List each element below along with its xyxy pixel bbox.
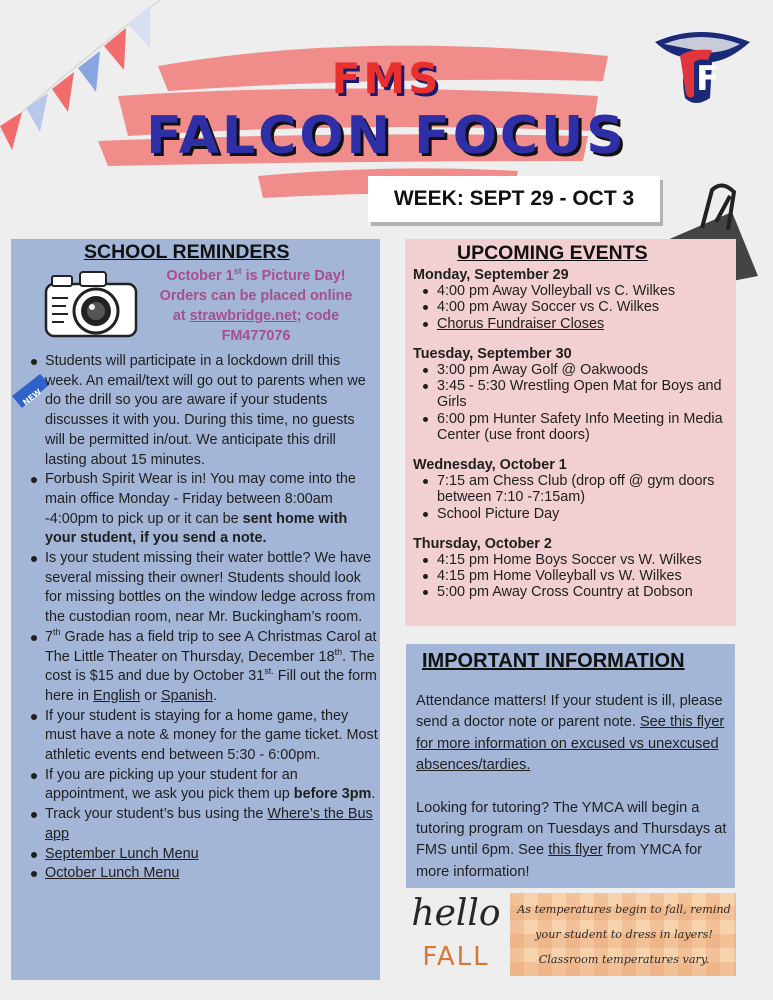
event-item: 4:00 pm Away Soccer vs C. Wilkes xyxy=(413,299,735,315)
reminder-field-trip: . The cost is $15 and due by October 31 xyxy=(45,648,375,685)
tutoring-text: from YMCA for more information! xyxy=(416,842,703,880)
event-item: 4:15 pm Home Boys Soccer vs W. Wilkes xyxy=(413,552,735,568)
reminder-field-trip: . xyxy=(213,687,218,704)
tutoring-flyer-link[interactable]: this flyer xyxy=(548,842,603,859)
september-lunch-menu-link[interactable]: September Lunch Menu xyxy=(45,845,199,862)
title-falcon-focus: FALCON FOCUS xyxy=(146,106,627,166)
list-item xyxy=(28,628,378,707)
event-day-title: Monday, September 29 xyxy=(413,267,569,283)
picture-day-code: FM477076 xyxy=(221,328,291,344)
picture-day-text: is Picture Day! xyxy=(241,268,346,284)
event-item: 4:00 pm Away Volleyball vs C. Wilkes xyxy=(413,283,735,299)
week-label: WEEK: SEPT 29 - OCT 3 xyxy=(368,176,660,222)
event-item: School Picture Day xyxy=(413,506,735,522)
new-badge-label: NEW xyxy=(21,387,44,408)
event-item: 6:00 pm Hunter Safety Info Meeting in Media Center (use front doors) xyxy=(413,411,735,443)
events-list xyxy=(413,267,735,615)
event-day xyxy=(413,457,735,522)
october-lunch-menu-link[interactable]: October Lunch Menu xyxy=(45,865,180,882)
event-item-link[interactable]: Chorus Fundraiser Closes xyxy=(413,316,735,332)
event-day-title: Wednesday, October 1 xyxy=(413,457,567,474)
english-form-link[interactable]: English xyxy=(93,687,141,704)
reminders-list xyxy=(28,352,378,884)
sup: st. xyxy=(264,666,274,677)
fall-note-text: As temperatures begin to fall, remind your student to dress in layers! Classroom temperatures vary. xyxy=(517,903,731,966)
picture-day-notice xyxy=(142,266,370,346)
event-item: 3:00 pm Away Golf @ Oakwoods xyxy=(413,362,735,378)
reminder-pickup: If you are picking up your student for an appointment, we ask you pick them up xyxy=(45,766,298,803)
event-day xyxy=(413,346,735,443)
event-item: 4:15 pm Home Volleyball vs W. Wilkes xyxy=(413,568,735,584)
reminder-home-game: If your student is staying for a home game, they must have a note & money for the game ticket. Most athletic events end between 5:30 - 6:00pm. xyxy=(45,707,378,764)
picture-day-orders: Orders can be placed online xyxy=(159,288,353,304)
list-item xyxy=(28,864,378,884)
list-item xyxy=(28,805,378,844)
tutoring-text: Looking for tutoring? The YMCA will begin a tutoring program on Tuesdays and Thursdays at FMS until 6pm. See xyxy=(416,799,727,859)
reminder-field-trip: 7 xyxy=(45,628,54,645)
list-item xyxy=(28,707,378,766)
falcon-logo-icon xyxy=(650,20,755,110)
reminder-bus: Track your student’s bus using the xyxy=(45,806,268,823)
upcoming-events-heading: UPCOMING EVENTS xyxy=(457,242,648,264)
picture-day-text: at xyxy=(172,308,190,324)
event-day xyxy=(413,267,735,332)
reminder-field-trip: or xyxy=(140,687,161,704)
important-information-heading: IMPORTANT INFORMATION xyxy=(422,650,685,672)
event-day xyxy=(413,536,735,601)
reminder-pickup-bold: before 3pm xyxy=(293,786,372,803)
list-item xyxy=(28,549,378,628)
reminder-lockdown: Students will participate in a lockdown drill this week. An email/text will go out to parents when we do the drill so you are aware if your students discusses it with you. During this time, no guests will be permitted in/out. We anticipate this drill lasting about 15 minutes. xyxy=(45,353,366,468)
school-reminders-heading: SCHOOL REMINDERS xyxy=(84,241,290,263)
reminder-pickup: . xyxy=(371,786,376,803)
reminder-spirit-wear: Forbush Spirit Wear is in! You may come into the main office Monday - Friday between 8:00am -4:00pm to pick up or it can be xyxy=(45,471,356,527)
picture-day-sup: st xyxy=(233,266,242,277)
picture-day-text: October 1 xyxy=(166,268,234,284)
attendance-flyer-link[interactable]: See this flyer for more information on excused vs unexcused absences/tardies. xyxy=(416,714,725,774)
event-item: 7:15 am Chess Club (drop off @ gym doors between 7:10 -7:15am) xyxy=(413,473,735,505)
title-fms: FMS xyxy=(331,54,442,103)
reminder-field-trip: Fill out the form here in xyxy=(45,668,377,704)
event-item: 3:45 - 5:30 Wrestling Open Mat for Boys and Girls xyxy=(413,378,735,410)
reminder-spirit-wear-bold: sent home with your student, if you send a note. xyxy=(45,510,348,547)
falcon-logo-letter: F xyxy=(696,59,720,99)
list-item xyxy=(28,352,378,470)
camera-icon xyxy=(42,268,142,340)
event-item: 5:00 pm Away Cross Country at Dobson xyxy=(413,584,735,600)
event-day-title: Tuesday, September 30 xyxy=(413,345,572,362)
strawbridge-link[interactable]: strawbridge.net xyxy=(189,308,297,324)
fall-label: FALL xyxy=(422,942,490,972)
list-item xyxy=(28,470,378,549)
wheres-the-bus-link[interactable]: Where’s the Bus app xyxy=(45,806,373,842)
hello-label: hello xyxy=(411,893,501,934)
list-item xyxy=(28,845,378,865)
list-item xyxy=(28,766,378,805)
reminder-field-trip: Grade has a field trip to see A Christmas Carol at The Little Theater on Thursday, December 18 xyxy=(45,628,377,665)
spanish-form-link[interactable]: Spanish xyxy=(161,687,214,704)
event-day-title: Thursday, October 2 xyxy=(413,535,552,552)
sup: th xyxy=(53,627,61,638)
sup: th xyxy=(334,646,343,657)
reminder-water-bottle: Is your student missing their water bottle? We have several missing their owner! Students should look for missing bottles on the window ledge across from the custodian room, near Mr. Buckingham’s room. xyxy=(45,550,376,626)
important-information-text xyxy=(416,691,732,883)
picture-day-text: ; code xyxy=(296,308,340,324)
attendance-text: Attendance matters! If your student is ill, please send a doctor note or parent note. xyxy=(416,693,723,731)
